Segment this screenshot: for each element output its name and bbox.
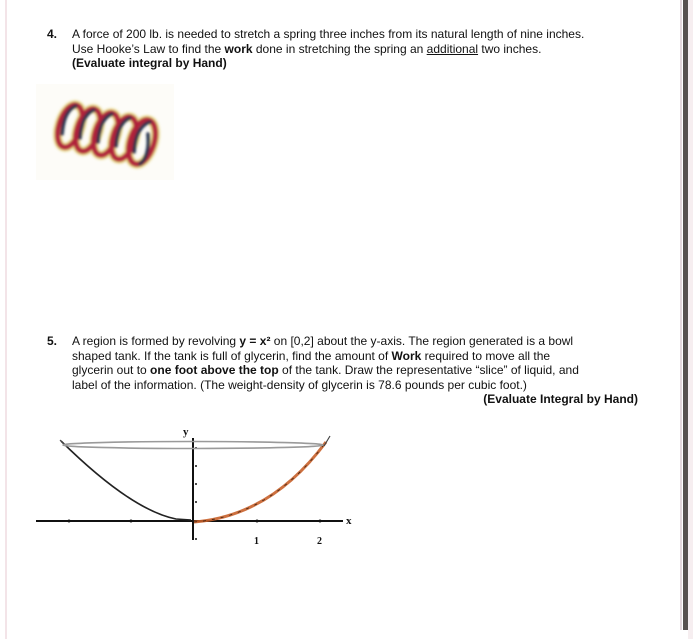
- x-tick-label-2: 2: [317, 536, 322, 547]
- problem-line: [72, 56, 584, 71]
- problem-5: [47, 334, 647, 414]
- problem-text: [72, 334, 579, 392]
- problem-number: 5.: [47, 334, 58, 348]
- problem-text: [72, 27, 584, 71]
- text-segment: label of the information. (The weight-density of glycerin is 78.6 pounds per cubic foot.): [72, 377, 527, 392]
- bold-term-height: one foot above the top: [150, 363, 279, 378]
- spring-image: [36, 84, 174, 180]
- parabola-plot: [36, 420, 366, 550]
- scan-right-margin: [688, 0, 693, 639]
- text-segment: on [0,2] about the y-axis. The region generated is a bowl: [270, 334, 574, 348]
- right-curve-dots: [194, 442, 326, 522]
- evaluate-note: (Evaluate Integral by Hand): [483, 392, 638, 407]
- left-curve: [61, 441, 191, 520]
- underlined-term-additional: additional: [426, 41, 479, 56]
- text-segment: A region is formed by revolving: [72, 334, 240, 348]
- scan-right-edge: [680, 0, 682, 630]
- text-segment: two inches.: [478, 41, 542, 56]
- text-segment: Use Hooke’s Law to find the: [72, 41, 225, 56]
- problem-line: [72, 363, 579, 378]
- problem-line: [72, 349, 579, 364]
- text-segment: of the tank. Draw the representative “slice” of liquid, and: [278, 363, 579, 378]
- text-segment: glycerin out to: [72, 363, 151, 378]
- spring-icon: [36, 84, 174, 180]
- problem-line: [72, 27, 584, 42]
- problem-line: [72, 334, 579, 349]
- text-segment: A force of 200 lb. is needed to stretch a spring three inches from its natural length of nine inches.: [72, 27, 585, 41]
- x-tick-label-1: 1: [254, 536, 259, 547]
- text-segment: shaped tank. If the tank is full of glycerin, find the amount of: [72, 348, 392, 363]
- equation: y = x²: [239, 334, 271, 348]
- y-axis-label: y: [183, 426, 189, 438]
- text-segment: done in stretching the spring an: [252, 41, 427, 56]
- bowl-tank-graph: [36, 420, 366, 550]
- bold-term-work: Work: [391, 348, 422, 363]
- problem-number: 4.: [47, 27, 58, 41]
- scan-left-edge: [5, 0, 7, 639]
- problem-line: [72, 42, 584, 57]
- text-segment: required to move all the: [421, 348, 551, 363]
- evaluate-note: (Evaluate integral by Hand): [72, 56, 227, 71]
- right-curve: [194, 442, 326, 522]
- problem-4: [47, 27, 647, 77]
- x-axis-label: x: [346, 515, 352, 527]
- problem-line: [72, 378, 579, 393]
- bold-term-work: work: [224, 41, 253, 56]
